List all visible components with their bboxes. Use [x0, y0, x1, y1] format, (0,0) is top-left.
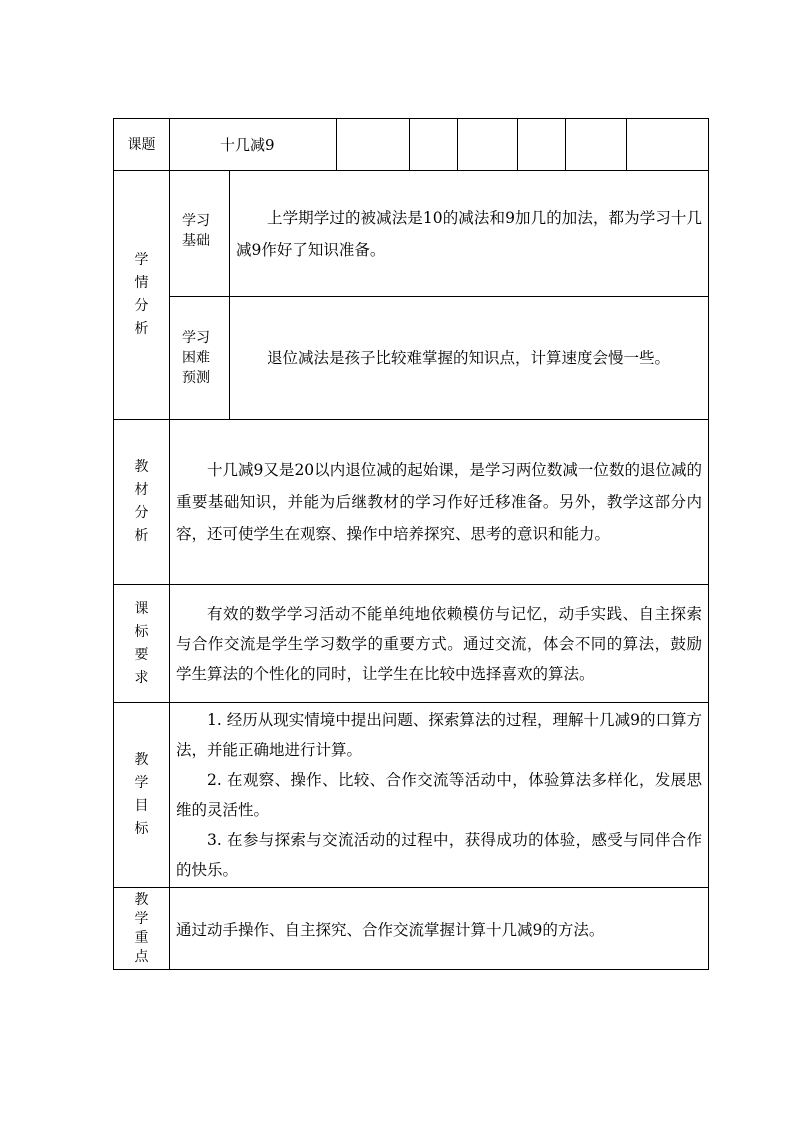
label-char: 分 [134, 505, 149, 521]
label-char: 点 [134, 948, 149, 965]
label-char: 课 [134, 600, 149, 617]
label-char: 教 [134, 459, 149, 475]
empty-cell [337, 119, 410, 171]
label-char: 目 [134, 798, 149, 814]
material-row [114, 420, 709, 585]
label-char: 分 [134, 298, 149, 314]
label-char: 析 [134, 528, 149, 544]
goals-content [170, 703, 709, 888]
goals-label [114, 703, 170, 888]
label-char: 要 [134, 646, 149, 663]
label-line: 学习 [182, 213, 210, 229]
label-char: 标 [134, 623, 149, 640]
topic-row [114, 119, 709, 171]
keypoint-row [114, 888, 709, 970]
lesson-plan-table [113, 118, 709, 970]
goal-item: 1. 经历从现实情境中提出问题、探索算法的过程，理解十几减9的口算方法，并能正确地进行计算。 [176, 711, 703, 759]
basis-label [170, 171, 230, 297]
empty-cell [518, 119, 566, 171]
goal-item: 3. 在参与探索与交流活动的过程中，获得成功的体验，感受与同伴合作的快乐。 [176, 831, 703, 879]
label-char: 重 [134, 929, 149, 946]
label-char: 材 [134, 482, 149, 498]
standard-row [114, 585, 709, 703]
empty-cell [458, 119, 518, 171]
goals-row [114, 703, 709, 888]
label-char: 情 [134, 275, 149, 291]
standard-text: 有效的数学学习活动不能单纯地依赖模仿与记忆，动手实践、自主探索与合作交流是学生学习数学的重要方式。通过交流，体会不同的算法，鼓励学生算法的个性化的同时，让学生在比较中选择喜欢的算法。 [170, 585, 709, 703]
basis-text: 上学期学过的被减法是10的减法和9加几的加法，都为学习十几减9作好了知识准备。 [230, 171, 709, 297]
empty-cell [566, 119, 627, 171]
label-line: 预测 [182, 370, 210, 386]
label-char: 标 [134, 821, 149, 837]
keypoint-label [114, 888, 170, 970]
label-char: 学 [134, 775, 149, 791]
label-line: 基础 [182, 233, 210, 249]
difficulty-text: 退位减法是孩子比较难掌握的知识点，计算速度会慢一些。 [230, 297, 709, 420]
standard-label [114, 585, 170, 703]
analysis-basis-row [114, 171, 709, 297]
difficulty-label [170, 297, 230, 420]
topic-label: 课题 [114, 119, 170, 171]
empty-cell [410, 119, 458, 171]
keypoint-text: 通过动手操作、自主探究、合作交流掌握计算十几减9的方法。 [170, 888, 709, 970]
material-text: 十几减9又是20以内退位减的起始课，是学习两位数减一位数的退位减的重要基础知识，并能为后继教材的学习作好迁移准备。另外，教学这部分内容，还可使学生在观察、操作中培养探究、思考的意识和能力。 [170, 420, 709, 585]
analysis-difficulty-row [114, 297, 709, 420]
goal-item: 2. 在观察、操作、比较、合作交流等活动中，体验算法多样化，发展思维的灵活性。 [176, 771, 703, 819]
label-char: 学 [134, 910, 149, 927]
label-line: 困难 [182, 350, 210, 366]
label-char: 教 [134, 891, 149, 908]
analysis-label [114, 171, 170, 420]
label-char: 求 [134, 669, 149, 686]
label-line: 学习 [182, 330, 210, 346]
topic-value: 十几减9 [170, 119, 337, 171]
label-char: 教 [134, 752, 149, 768]
label-char: 析 [134, 321, 149, 337]
label-char: 学 [134, 252, 149, 268]
empty-cell [627, 119, 709, 171]
material-label [114, 420, 170, 585]
